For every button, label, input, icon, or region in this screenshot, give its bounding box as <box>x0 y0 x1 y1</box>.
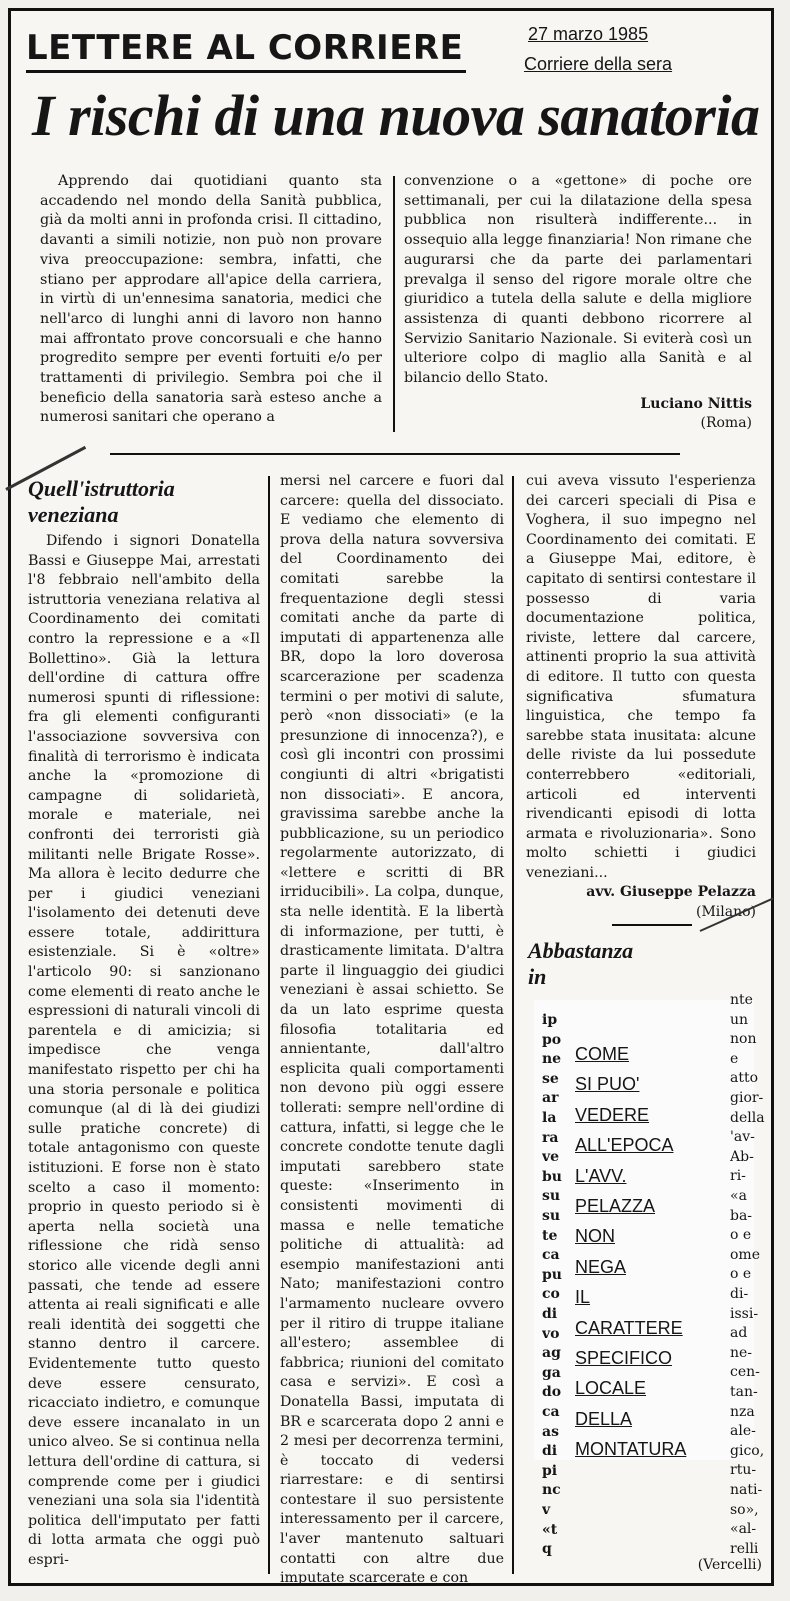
letter3-text-fragment: tan- <box>730 1384 758 1400</box>
letter3-text-fragment: ad <box>730 1325 748 1342</box>
handwritten-note-word: VEDERE <box>575 1104 650 1125</box>
letter3-text-fragment: o e <box>730 1227 752 1244</box>
letter3-title: Abbastanza <box>528 938 634 963</box>
letter3-text-fragment: issi- <box>730 1305 759 1322</box>
handwritten-note-word: NEGA <box>575 1256 627 1277</box>
letter3-text-fragment: nati- <box>730 1482 763 1498</box>
letter3-text-fragment: ra <box>542 1129 559 1146</box>
letter3-text-fragment: co <box>542 1286 560 1303</box>
letter1-text1: Apprendo dai quotidiani quanto sta accadendo nel mondo della Sanità pubblica, già da molti anni in profonda crisi. Il cittadino, davanti a simili notizie, non può non provare viva preoccupazione: sembra, infatti, che stiano per approdare all'apice della carriera, in virtù di un'ennesima sanatoria, medici che nell'arco di lunghi anni di lavoro non hanno mai affrontato prove concorsuali e che hanno progredito sempre per eventi fortuiti e/o per trattamenti di privilegio. Sembra poi che il beneficio della sanatoria sarà esteso anche a numerosi sanitari che operano a <box>40 173 382 426</box>
handwritten-note-word: PELAZZA <box>575 1196 656 1216</box>
letter2-title: Quell'istruttoria veneziana <box>28 476 175 527</box>
letter3-text-fragment: vo <box>542 1325 560 1342</box>
letter1-author: Luciano Nittis <box>640 395 752 412</box>
source-note: Corriere della sera <box>524 54 673 74</box>
handwritten-note-word: SPECIFICO <box>575 1348 673 1368</box>
letter3-text-fragment: ag <box>542 1345 561 1362</box>
letter3-text-fragment: bu <box>542 1168 562 1185</box>
letter3-text-fragment: nc <box>542 1482 561 1499</box>
letter3-text-fragment: «t <box>542 1521 558 1538</box>
letter3-text-fragment: q <box>542 1541 552 1558</box>
letter1-col1 <box>40 172 382 428</box>
letter3-text-fragment: as <box>542 1423 559 1440</box>
letter3-text-fragment: ar <box>542 1090 559 1107</box>
column-divider <box>393 176 395 432</box>
headline: I rischi di una nuova sanatoria <box>32 83 760 148</box>
letter3-text-fragment: o e <box>730 1266 752 1283</box>
letter3-text-fragment: su <box>542 1188 561 1205</box>
letter3-text-fragment: non <box>730 1031 757 1048</box>
letter3-text-fragment: di <box>542 1306 558 1322</box>
handwritten-note-word: CARATTERE <box>575 1317 683 1338</box>
letter1-text2: convenzione o a «gettone» di poche ore settimanali, per cui la dilatazione della spesa pubblica non risulterà indifferente... in ossequio alla legge finanziaria! Non rimane che augurarsi che da parte dei parlamentari prevalga il senso del rigore morale oltre che giuridico a tutela della salute e della migliore assistenza di quanti debbono ricorrere al Servizio Sanitario Nazionale. Si eviterà così un ulteriore colpo di maglio alla Sanità e al bilancio dello Stato. <box>404 173 752 387</box>
letter3-text-fragment: ale- <box>730 1423 756 1440</box>
date-note: 27 marzo 1985 <box>528 24 649 44</box>
letter3-text-fragment: pi <box>542 1462 558 1479</box>
letter3-text-fragment: della <box>730 1109 765 1126</box>
letter2-text2: mersi nel carcere e fuori dal carcere: quella del dissociato. E vediamo che elemento di prova della natura sovversiva del Coordinamento dei comitati sarebbe la frequentazione degli stessi comitati anche da parte di imputati di appartenenza alle BR, dopo la loro doverosa scarcerazione per scadenza termini o per motivi di salute, però «non dissociati» (e la presunzione di innocenza?), e così gli incontri con prossimi congiunti di altri «brigatisti non dissociati». E ancora, gravissima sarebbe anche la pubblicazione, su un periodico regolarmente autorizzato, di «lettere e scritti di BR irriducibili». La colpa, dunque, sta nelle identità. E la libertà di informazione, per tutti, è drasticamente limitata. D'altra parte il linguaggio dei giudici veneziani è assai schietto. Se da un lato esprime questa filosofia totalitaria ed annientante, dall'altro esplicita quali comportamenti non devono più oggi essere tollerati: sempre nell'ordine di cattura, infatti, si legge che le concrete condotte tenute dagli imputati sarebbero state queste: «Inserimento in consistenti movimenti di massa e nelle tematiche politiche di attualità: ad esempio manifestazioni anti Nato; manifestazioni contro l'armamento nucleare ovvero per il ritiro di truppe italiane all'estero; assemblee di fabbrica; riunioni del comitato casa e servizi». E così a Donatella Bassi, imputata di BR e scarcerata dopo 2 anni e 2 mesi per decorrenza termini, è toccato di vedersi riarrestare: e di sentirsi contestare il suo persistente interessamento per il carcere, l'aver mantenuto saltuari contatti con altre due imputate scarcerate e con <box>280 473 504 1587</box>
letter3-text-fragment: ome <box>730 1246 760 1263</box>
column-divider <box>268 476 270 1574</box>
letter2-col1 <box>28 476 260 1570</box>
letter3-text-fragment: cen- <box>730 1364 760 1381</box>
letter3-text-fragment: relli <box>730 1540 759 1557</box>
letter2-col3 <box>526 472 756 923</box>
letter2-text1: Difendo i signori Donatella Bassi e Giuseppe Mai, arrestati l'8 febbraio nell'ambito della istruttoria veneziana relativa al Coordinamento dei comitati contro la repressione e a «Il Bollettino». Già la lettura dell'ordine di cattura offre numerosi spunti di riflessione: fra gli elementi configuranti l'associazione sovversiva con finalità di terrorismo è indicata anche la «promozione di campagne di solidarietà, morale e materiale, nei confronti dei terroristi già militanti nelle Brigate Rosse». Ma allora è lecito dedurre che per i giudici veneziani l'isolamento dei detenuti deve essere totale, addirittura esistenziale. Si è «oltre» l'articolo 90: si sanzionano come elementi di reato anche le espressioni di naturali vincoli di parentela e di amicizia; si impedisce che venga manifestato rispetto per chi ha una storia personale e politica comunque (al di là dei giudizi sulle pratiche concrete) di totale antagonismo con queste istituzioni. E forse non è stato scelto a caso il momento: proprio in questo periodo si è aperta nella società una riflessione che ridà senso storico alle vicende degli anni passati, che tende ad essere attenta ai reali significati e alle reali identità dei soggetti che stanno dentro il carcere. Evidentemente tutto questo deve essere censurato, ricacciato indietro, e comunque deve essere incanalato in un unico alveo. Se si continua nella lettura dell'ordine di cattura, si comprende come per i giudici veneziani una sola sia l'identità politica dell'imputato per fatti di lotta armata che oggi può espri- <box>28 533 260 1568</box>
letter3-text-fragment: te <box>542 1227 558 1244</box>
letter-divider <box>612 924 692 926</box>
letter3-title-fragment: in <box>528 964 547 989</box>
column-divider <box>512 476 514 1574</box>
letter-divider <box>110 453 680 455</box>
letter2-place: (Milano) <box>695 904 756 921</box>
section-rule <box>26 70 466 73</box>
handwritten-note-word: MONTATURA <box>575 1439 687 1460</box>
letter3-text-fragment: se <box>542 1070 559 1087</box>
letter3-place: (Vercelli) <box>697 1557 762 1573</box>
letter2-text3: cui aveva vissuto l'esperienza dei carceri speciali di Pisa e Voghera, il suo impegno nel Coordinamento dei comitati. E a Giuseppe Mai, editore, è capitato di sentirsi contestare il possesso di varia documentazione politica, riviste, lettere dal carcere, attinenti proprio la sua attività di editore. Il tutto con questa significativa sfumatura linguistica, che tempo fa sarebbe stata inusitata: alcune delle riviste da lui possedute conterrebbero «editoriali, articoli ed interventi rivendicanti episodi di lotta armata e rivoluzionaria». Sono molto schietti i giudici veneziani... <box>526 473 756 881</box>
letter3-text-fragment: ri- <box>730 1168 746 1185</box>
handwritten-note-word: ALL'EPOCA <box>575 1135 674 1156</box>
letter3-text-fragment: pu <box>542 1266 562 1283</box>
letter3-text-fragment: atto <box>730 1070 759 1087</box>
letter3-text-fragment: rtu- <box>730 1462 757 1479</box>
section-title: LETTERE AL CORRIERE <box>26 28 464 68</box>
letter3-text-fragment: di- <box>730 1286 749 1302</box>
letter3-text-fragment: ip <box>542 1012 558 1028</box>
handwritten-note-word: L'AVV. <box>575 1165 627 1186</box>
handwritten-note-word: LOCALE <box>575 1378 647 1399</box>
letter3-text-fragment: nza <box>730 1403 755 1420</box>
letter3-text-fragment: v <box>542 1502 551 1518</box>
letter3-text-fragment: ba- <box>730 1207 753 1224</box>
letter2-col2 <box>280 472 504 1589</box>
letter3-text-fragment: ca <box>542 1404 560 1420</box>
letter3-text-fragment: e <box>730 1050 739 1067</box>
letter3-text-fragment: ca <box>542 1247 560 1264</box>
letter3-text-fragment: di <box>542 1443 558 1460</box>
letter3-text-fragment: ne- <box>730 1344 753 1361</box>
letter3-text-fragment: ga <box>542 1364 561 1381</box>
handwritten-note-word: NON <box>575 1226 615 1247</box>
letter1-place: (Roma) <box>700 415 752 432</box>
letter3-text-fragment: 'av- <box>730 1129 755 1146</box>
letter3-text-fragment: ve <box>542 1149 560 1166</box>
letter3-text-fragment: do <box>542 1384 562 1401</box>
letter2-author: avv. Giuseppe Pelazza <box>586 884 756 901</box>
letter3-text-fragment: gico, <box>730 1442 765 1459</box>
letter3-text-fragment: nte <box>730 992 753 1008</box>
handwritten-note-word: SI PUO' <box>575 1074 640 1095</box>
letter3-text-fragment: la <box>542 1110 557 1126</box>
letter3-text-fragment: «a <box>730 1188 747 1204</box>
letter3-header <box>528 938 758 990</box>
letter3-text-fragment: so», <box>730 1501 759 1518</box>
letter1-col2 <box>404 172 752 434</box>
handwritten-note-word: IL <box>575 1287 591 1308</box>
handwritten-note-word: DELLA <box>575 1408 633 1429</box>
letter3-text-fragment: ne <box>542 1051 562 1068</box>
letter3-text-fragment: gior- <box>730 1090 764 1106</box>
letter3-text-fragment: «al- <box>730 1521 757 1538</box>
letter3-text-fragment: po <box>542 1031 562 1048</box>
handwritten-note-word: COME <box>575 1044 629 1064</box>
letter3-text-fragment: Ab- <box>730 1148 754 1165</box>
letter3-text-fragment: un <box>730 1011 749 1028</box>
letter3-text-fragment: su <box>542 1208 561 1224</box>
